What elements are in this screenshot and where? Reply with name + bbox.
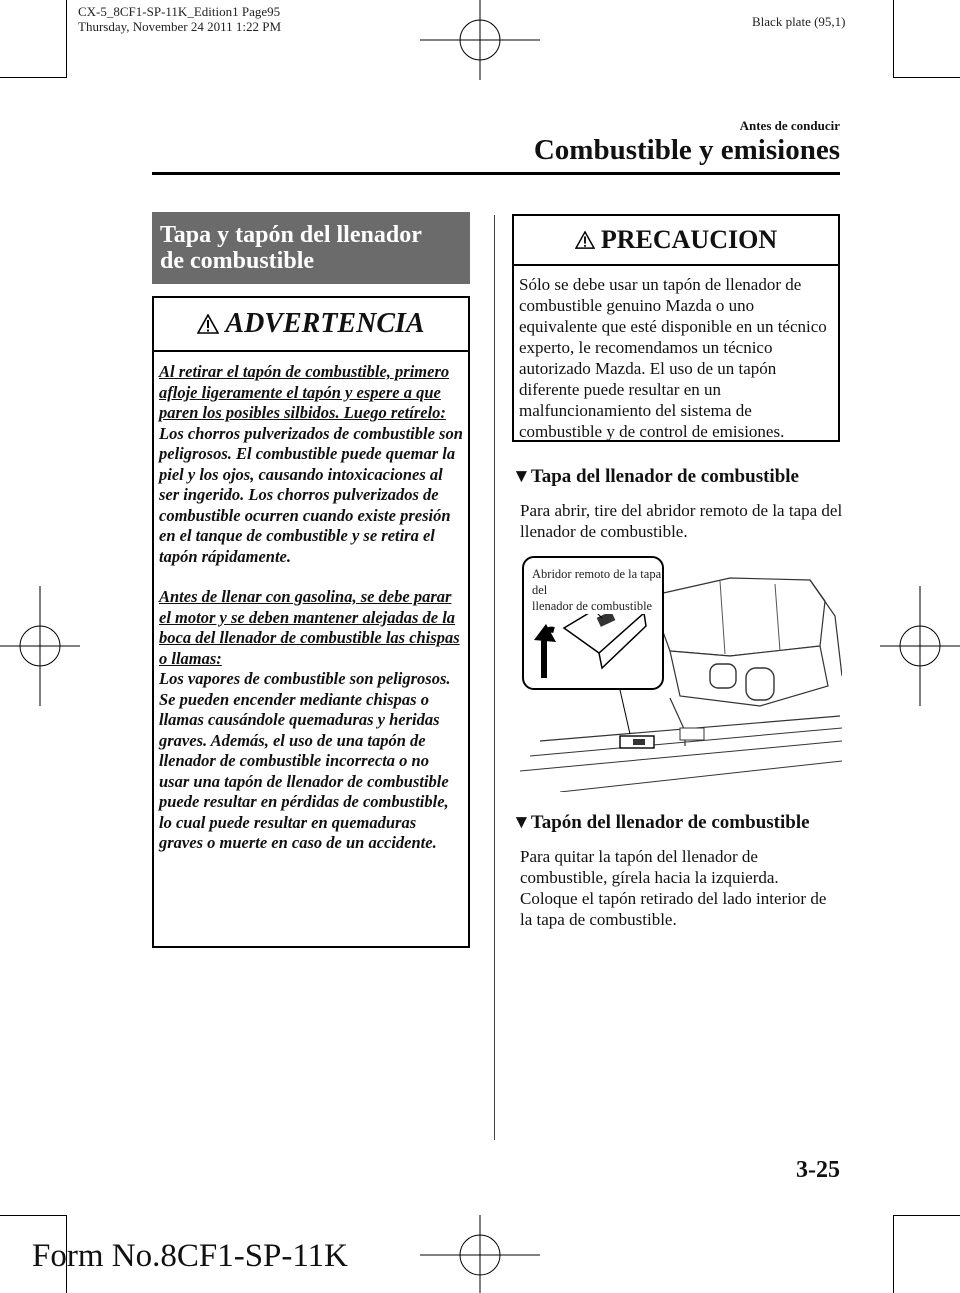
warning-instruction-2: Antes de llenar con gasolina, se debe parar el motor y se deben mantener alejadas de la boca del llenador de combustible las chispas o llamas: [159, 587, 460, 668]
file-info-line1: CX-5_8CF1-SP-11K_Edition1 Page95 [78, 4, 281, 19]
page-number: 3-25 [796, 1157, 840, 1183]
caution-triangle-icon [575, 231, 595, 249]
registration-target-icon [0, 586, 80, 706]
warning-instruction-1: Al retirar el tapón de combustible, primero afloje ligeramente el tapón y espere a que paren los posibles silbidos. Luego retírelo: [159, 362, 450, 422]
crop-mark [893, 1215, 894, 1293]
section-heading-line1: Tapa y tapón del llenador [160, 222, 422, 248]
crop-mark [66, 0, 67, 78]
warning-box [152, 296, 470, 948]
caution-title [514, 216, 838, 266]
figure-label-line2: llenador de combustible [532, 599, 653, 613]
crop-mark [893, 1215, 960, 1216]
registration-target-icon [880, 586, 960, 706]
chapter-title: Antes de conducir [739, 118, 840, 133]
warning-triangle-icon [197, 314, 219, 334]
file-info-line2: Thursday, November 24 2011 1:22 PM [78, 19, 282, 34]
figure-label-line1: Abridor remoto de la tapa del [532, 567, 662, 597]
header-rule [152, 172, 840, 175]
center-fold-line [494, 215, 495, 1140]
fuel-cap-instructions: Para quitar la tapón del llenador de combustible, gírela hacia la izquierda. Coloque el tapón retirado del lado interior de la tapa de combustible. [520, 847, 827, 929]
caution-text: Sólo se debe usar un tapón de llenador de combustible genuino Mazda o uno equivalente que esté disponible en un técnico experto, le recomendamos un técnico autorizado Mazda. El uso de un tapón diferente puede resultar en un malfuncionamiento del sistema de combustible y de control de emisiones. [519, 275, 827, 441]
registration-target-icon [420, 1215, 540, 1293]
crop-mark [0, 77, 66, 78]
subheading-fuel-door [512, 466, 799, 488]
section-title: Combustible y emisiones [533, 134, 840, 166]
plate-label: Black plate (95,1) [752, 14, 846, 29]
registration-target-icon [420, 0, 540, 80]
form-number: Form No.8CF1-SP-11K [32, 1238, 348, 1274]
crop-mark [893, 0, 894, 78]
section-heading [152, 212, 470, 284]
callout-bubble [522, 556, 664, 690]
crop-mark [893, 77, 960, 78]
subheading-fuel-door-text: Tapa del llenador de combustible [530, 466, 799, 487]
warning-body [154, 352, 468, 854]
triangle-bullet-icon: ▼ [512, 466, 531, 487]
caution-title-text: PRECAUCION [600, 225, 778, 254]
crop-mark [0, 1215, 66, 1216]
caution-box [512, 214, 840, 442]
warning-explanation-1: Los chorros pulverizados de combustible son peligrosos. El combustible puede quemar la piel y los ojos, causando intoxicaciones al ser ingerido. Los chorros pulverizados de combustible ocurren cuando existe presión en el tanque de combustible y se retira el tapón rápidamente. [159, 423, 463, 566]
fuel-door-opener-figure [520, 556, 842, 792]
warning-title-text: ADVERTENCIA [225, 308, 425, 339]
fuel-door-instructions: Para abrir, tire del abridor remoto de la tapa del llenador de combustible. [520, 501, 843, 541]
warning-title [154, 298, 468, 352]
section-heading-line2: de combustible [160, 248, 315, 274]
subheading-fuel-cap [512, 812, 810, 834]
subheading-fuel-cap-text: Tapón del llenador de combustible [530, 812, 810, 833]
figure-label [532, 566, 662, 614]
triangle-bullet-icon: ▼ [512, 812, 531, 833]
warning-explanation-2: Los vapores de combustible son peligrosos. Se pueden encender mediante chispas o llamas causándole quemaduras y heridas graves. Además, el uso de una tapón de llenador de combustible incorrecta o no usar una tapón de llenador de combustible puede resultar en pérdidas de combustible, lo cual puede resultar en quemaduras graves o muerte en caso de un accidente. [159, 669, 451, 852]
